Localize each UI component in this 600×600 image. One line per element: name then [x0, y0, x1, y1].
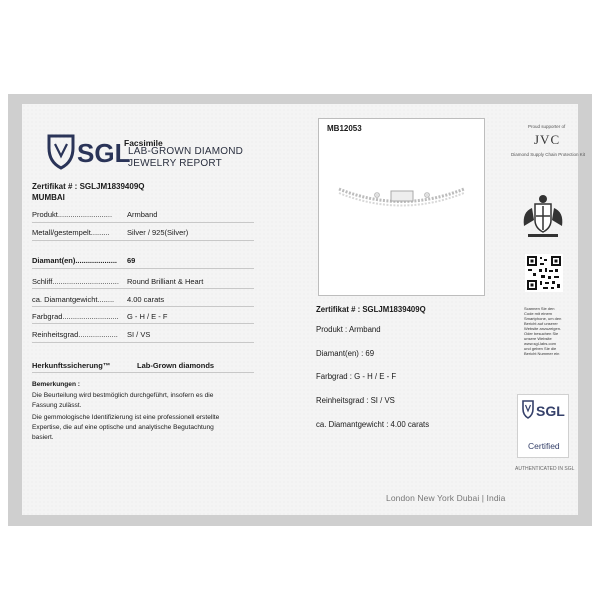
facsimile-label: Facsimile [124, 138, 163, 148]
certificate-card [22, 104, 586, 515]
sgl-logo [45, 134, 131, 175]
bracelet-image [319, 119, 484, 295]
sgl-seal-icon [518, 395, 568, 435]
product-code: MB12053 [327, 124, 362, 133]
authenticated-label: AUTHENTICATED IN SGL [515, 466, 575, 472]
detail-value: G - H / E - F [127, 312, 168, 321]
divider [32, 222, 254, 223]
divider [32, 372, 254, 373]
report-title-line2: JEWELRY REPORT [128, 158, 222, 169]
summary-certificate: Zertifikat # : SGLJM1839409Q [316, 305, 426, 314]
detail-key: Diamant(en).................... [32, 256, 118, 265]
divider [32, 342, 254, 343]
remarks-line: Die Beurteilung wird bestmöglich durchgeführt, insofern es die [32, 392, 214, 399]
detail-value: Silver / 925(Silver) [127, 228, 189, 237]
detail-value: 4.00 carats [127, 295, 165, 304]
report-title-line1: LAB-GROWN DIAMOND [128, 146, 244, 157]
detail-key: Farbgrad........................... [32, 312, 119, 321]
qr-code-icon[interactable] [525, 254, 563, 297]
remarks-line: Die gemmologische Identifizierung ist eine professionell erstellte [32, 414, 220, 421]
remarks-line: Fassung zulässt. [32, 402, 82, 409]
summary-color: Farbgrad : G - H / E - F [316, 372, 397, 381]
remarks-line: basiert. [32, 434, 54, 441]
svg-text:SGL: SGL [77, 138, 131, 168]
summary-clarity: Reinheitsgrad : SI / VS [316, 396, 395, 405]
detail-value: Round Brilliant & Heart [127, 277, 204, 286]
divider [32, 323, 254, 324]
svg-text:SGL: SGL [536, 403, 565, 419]
divider [32, 306, 254, 307]
remarks-title: Bemerkungen : [32, 381, 80, 388]
divider [32, 268, 254, 269]
detail-key: Produkt.......................... [32, 210, 113, 219]
divider [32, 240, 254, 241]
qr-instructions: Scannen Sie den Code mit einem Smartphone, um den Bericht auf unserer Website anzuzeigen. Oder besuchen Sie unsere Website www.sgl-labs.com und geben Sie die Bericht Nummer ein [524, 306, 562, 356]
summary-diamonds: Diamant(en) : 69 [316, 349, 375, 358]
divider [32, 288, 254, 289]
detail-key: Reinheitsgrad................... [32, 330, 118, 339]
summary-weight: ca. Diamantgewicht : 4.00 carats [316, 420, 430, 429]
detail-key: ca. Diamantgewicht........ [32, 295, 115, 304]
certified-label: Certified [528, 441, 560, 451]
issuing-city: MUMBAI [32, 193, 65, 202]
footer-locations: London New York Dubai | India [386, 493, 506, 503]
detail-key: Schliff................................ [32, 277, 119, 286]
detail-value: 69 [127, 256, 136, 265]
product-photo-box [318, 118, 485, 296]
detail-value: Armband [127, 210, 158, 219]
certificate-number: Zertifikat # : SGLJM1839409Q [32, 182, 145, 191]
jvc-logo: JVC [534, 132, 561, 147]
summary-product: Produkt : Armband [316, 325, 381, 334]
detail-value: SI / VS [127, 330, 151, 339]
origin-value: Lab-Grown diamonds [137, 361, 215, 370]
remarks-line: Expertise, die auf eine optische und analytische Begutachtung [32, 424, 214, 431]
proud-supporter-label: Proud supporter of [528, 124, 566, 129]
detail-key: Metall/gestempelt......... [32, 228, 110, 237]
jvc-subtitle: Diamond Supply Chain Protection Kit [511, 152, 586, 157]
crest-icon [518, 190, 568, 245]
origin-label: Herkunftssicherung™ [32, 361, 111, 370]
